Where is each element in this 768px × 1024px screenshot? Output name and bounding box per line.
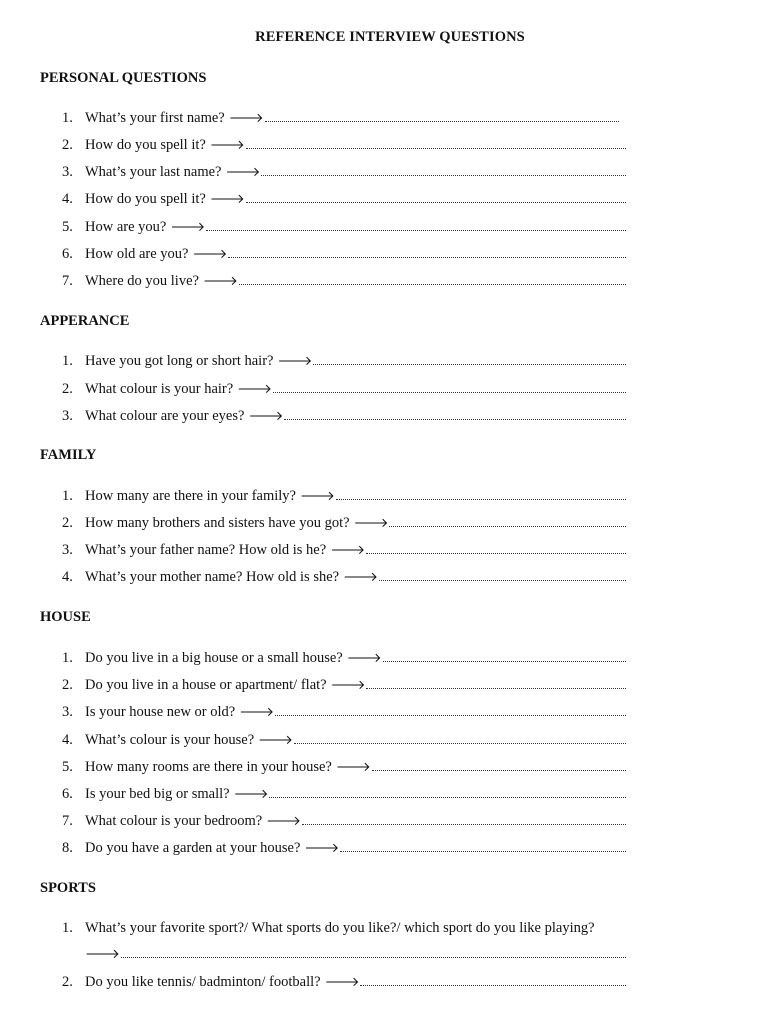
answer-blank[interactable] [366,541,626,554]
arrow-right-icon: 🡒 [192,247,228,262]
question-text: Have you got long or short hair? [85,353,274,369]
answer-blank[interactable] [269,785,626,798]
arrow-right-icon: 🡒 [170,220,206,235]
arrow-right-icon: 🡒 [237,382,273,397]
question-number: 6. [62,246,73,262]
question-text: What’s your mother name? How old is she? [85,569,340,585]
question-number: 2. [62,515,73,531]
question-number: 6. [62,786,73,802]
question-line [62,568,626,588]
arrow-right-icon: 🡒 [335,760,371,775]
answer-blank[interactable] [313,352,626,365]
question-line [62,812,626,832]
question-line [62,163,626,183]
section-heading-house: HOUSE [40,609,91,625]
answer-blank[interactable] [366,676,626,689]
arrow-right-icon: 🡒 [248,409,284,424]
arrow-right-icon: 🡒 [330,543,366,558]
question-text: Do you live in a house or apartment/ flat? [85,677,327,693]
answer-blank[interactable] [228,245,626,258]
question-text: How do you spell it? [85,191,206,207]
question-number: 1. [62,110,73,126]
answer-blank[interactable] [261,163,626,176]
answer-blank[interactable] [383,649,626,662]
arrow-right-icon: 🡒 [304,841,340,856]
answer-blank[interactable] [336,487,626,500]
question-line [62,136,626,156]
arrow-right-icon: 🡒 [277,354,313,369]
question-number: 4. [62,732,73,748]
arrow-right-icon: 🡒 [346,651,382,666]
arrow-right-icon: 🡒 [343,570,378,585]
question-number: 8. [62,840,73,856]
question-text: How many brothers and sisters have you got? [85,515,350,531]
question-number: 4. [62,191,73,207]
question-number: 3. [62,542,73,558]
question-number: 3. [62,164,73,180]
arrow-right-icon: 🡒 [353,516,389,531]
answer-blank[interactable] [284,407,626,420]
answer-blank[interactable] [340,839,626,852]
arrow-right-icon: 🡒 [202,274,238,289]
answer-blank[interactable] [246,190,626,203]
question-text: What’s colour is your house? [85,732,255,748]
question-number: 1. [62,488,73,504]
question-number: 3. [62,408,73,424]
question-line [62,541,626,561]
arrow-right-icon: 🡒 [299,489,335,504]
question-line [62,514,626,534]
arrow-right-icon: 🡒 [324,975,360,990]
answer-blank[interactable] [294,731,626,744]
answer-blank[interactable] [372,758,626,771]
question-number: 1. [62,920,73,936]
arrow-right-icon: 🡒 [209,192,245,207]
answer-blank[interactable] [246,136,626,149]
question-line [62,245,626,265]
answer-blank[interactable] [273,380,626,393]
arrow-right-icon: 🡒 [266,814,302,829]
answer-blank[interactable] [302,812,626,825]
question-line [62,352,626,372]
question-line [62,190,626,210]
question-line [62,785,626,805]
question-continuation [85,945,626,965]
question-text: Do you have a garden at your house? [85,840,301,856]
question-line [62,703,626,723]
arrow-right-icon: 🡒 [85,947,120,962]
answer-blank[interactable] [206,218,626,231]
question-text: What colour are your eyes? [85,408,245,424]
answer-blank[interactable] [239,272,626,285]
question-number: 2. [62,677,73,693]
question-text: What’s your last name? [85,164,222,180]
question-line [62,676,626,696]
arrow-right-icon: 🡒 [330,678,366,693]
section-heading-personal: PERSONAL QUESTIONS [40,70,207,86]
question-text: How many rooms are there in your house? [85,759,332,775]
question-text: Where do you live? [85,273,199,289]
document-title: REFERENCE INTERVIEW QUESTIONS [255,29,525,45]
question-text: How old are you? [85,246,189,262]
answer-blank[interactable] [265,109,619,122]
question-number: 5. [62,219,73,235]
question-number: 3. [62,704,73,720]
arrow-right-icon: 🡒 [228,111,264,126]
answer-blank[interactable] [275,703,626,716]
arrow-right-icon: 🡒 [233,787,269,802]
question-number: 4. [62,569,73,585]
question-text: What’s your first name? [85,110,225,126]
section-heading-sports: SPORTS [40,880,96,896]
question-line [62,973,626,993]
answer-blank[interactable] [389,514,626,527]
answer-blank[interactable] [360,973,626,986]
question-text: Is your bed big or small? [85,786,230,802]
question-text: How do you spell it? [85,137,206,153]
question-line [62,380,626,400]
question-text: Do you live in a big house or a small house? [85,650,343,666]
question-line [62,731,626,751]
question-line [62,920,626,940]
question-line [62,109,619,129]
question-text: What’s your father name? How old is he? [85,542,327,558]
section-heading-appearance: APPERANCE [40,313,130,329]
section-heading-family: FAMILY [40,447,97,463]
question-line [62,407,626,427]
question-text: How are you? [85,219,167,235]
question-text: How many are there in your family? [85,488,296,504]
question-number: 1. [62,353,73,369]
question-number: 1. [62,650,73,666]
question-number: 7. [62,813,73,829]
arrow-right-icon: 🡒 [209,138,245,153]
arrow-right-icon: 🡒 [225,165,261,180]
question-text: What colour is your hair? [85,381,234,397]
question-number: 7. [62,273,73,289]
question-text: What’s your favorite sport?/ What sports do you like?/ which sport do you like playing? [85,920,595,936]
question-number: 5. [62,759,73,775]
question-line [62,487,626,507]
question-line [62,839,626,859]
question-number: 2. [62,137,73,153]
question-text: Is your house new or old? [85,704,236,720]
question-number: 2. [62,974,73,990]
question-number: 2. [62,381,73,397]
answer-blank[interactable] [379,568,626,581]
arrow-right-icon: 🡒 [239,705,275,720]
answer-blank[interactable] [121,945,626,958]
question-text: Do you like tennis/ badminton/ football? [85,974,321,990]
arrow-right-icon: 🡒 [258,733,294,748]
question-line [62,272,626,292]
question-line [62,649,626,669]
question-text: What colour is your bedroom? [85,813,263,829]
question-line [62,758,626,778]
question-line [62,218,626,238]
